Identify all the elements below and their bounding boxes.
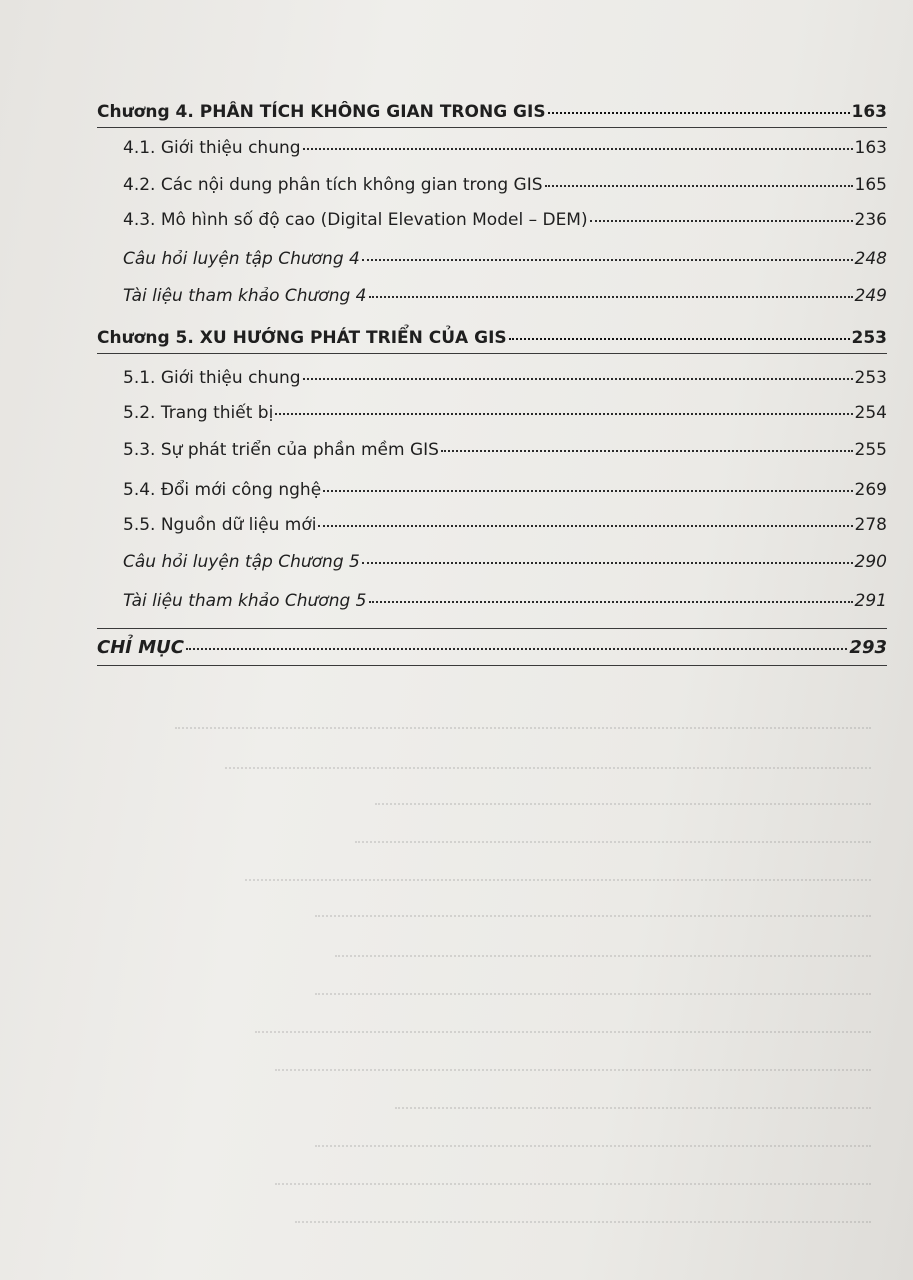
toc-section[interactable]	[123, 367, 887, 389]
divider	[97, 127, 887, 128]
dot-leader	[186, 648, 847, 650]
dot-leader	[275, 413, 852, 415]
toc-section[interactable]	[123, 439, 887, 461]
page-number: 290	[854, 552, 887, 572]
toc-section[interactable]	[123, 590, 887, 612]
page-number: 254	[854, 403, 887, 423]
dot-leader	[362, 259, 853, 261]
toc-section[interactable]	[123, 551, 887, 573]
toc-section[interactable]	[123, 402, 887, 424]
toc-section[interactable]	[123, 479, 887, 501]
page-number: 249	[854, 286, 887, 306]
page-number: 165	[854, 175, 887, 195]
page-number: 253	[851, 328, 887, 348]
toc-section[interactable]	[123, 174, 887, 196]
section-title: 5.4. Đổi mới công nghệ	[123, 480, 322, 500]
page-number: 269	[854, 480, 887, 500]
page-number: 163	[854, 138, 887, 158]
page-number: 253	[854, 368, 887, 388]
chapter-title: Chương 4. PHÂN TÍCH KHÔNG GIAN TRONG GIS	[97, 102, 546, 122]
section-title: 5.5. Nguồn dữ liệu mới	[123, 515, 317, 535]
dot-leader	[318, 525, 852, 527]
dot-leader	[362, 562, 853, 564]
section-title: Câu hỏi luyện tập Chương 4	[123, 249, 360, 269]
toc-chapter-5[interactable]	[97, 327, 887, 349]
toc-section[interactable]	[123, 248, 887, 270]
section-title: 4.1. Giới thiệu chung	[123, 138, 301, 158]
toc-section[interactable]	[123, 137, 887, 159]
page-number: 236	[854, 210, 887, 230]
dot-leader	[369, 601, 853, 603]
toc-section[interactable]	[123, 285, 887, 307]
section-title: Tài liệu tham khảo Chương 4	[123, 286, 367, 306]
dot-leader	[509, 338, 850, 340]
section-title: 4.3. Mô hình số độ cao (Digital Elevation Model – DEM)	[123, 210, 588, 230]
dot-leader	[548, 112, 850, 114]
page-number: 293	[849, 637, 887, 658]
page-number: 255	[854, 440, 887, 460]
dot-leader	[323, 490, 852, 492]
toc-section[interactable]	[123, 209, 887, 231]
section-title: 5.3. Sự phát triển của phần mềm GIS	[123, 440, 439, 460]
dot-leader	[590, 220, 853, 222]
section-title: Tài liệu tham khảo Chương 5	[123, 591, 367, 611]
toc-index[interactable]	[97, 637, 887, 659]
page-number: 291	[854, 591, 887, 611]
divider	[97, 628, 887, 629]
index-title: CHỈ MỤC	[97, 637, 184, 658]
page-number: 248	[854, 249, 887, 269]
toc-chapter-4[interactable]	[97, 101, 887, 123]
dot-leader	[441, 450, 853, 452]
page-number: 278	[854, 515, 887, 535]
divider	[97, 665, 887, 666]
section-title: 4.2. Các nội dung phân tích không gian trong GIS	[123, 175, 543, 195]
section-title: Câu hỏi luyện tập Chương 5	[123, 552, 360, 572]
dot-leader	[545, 185, 853, 187]
page-number: 163	[851, 102, 887, 122]
dot-leader	[369, 296, 853, 298]
dot-leader	[303, 378, 853, 380]
divider	[97, 353, 887, 354]
section-title: 5.1. Giới thiệu chung	[123, 368, 301, 388]
dot-leader	[303, 148, 853, 150]
toc-section[interactable]	[123, 514, 887, 536]
section-title: 5.2. Trang thiết bị	[123, 403, 274, 423]
chapter-title: Chương 5. XU HƯỚNG PHÁT TRIỂN CỦA GIS	[97, 328, 507, 348]
